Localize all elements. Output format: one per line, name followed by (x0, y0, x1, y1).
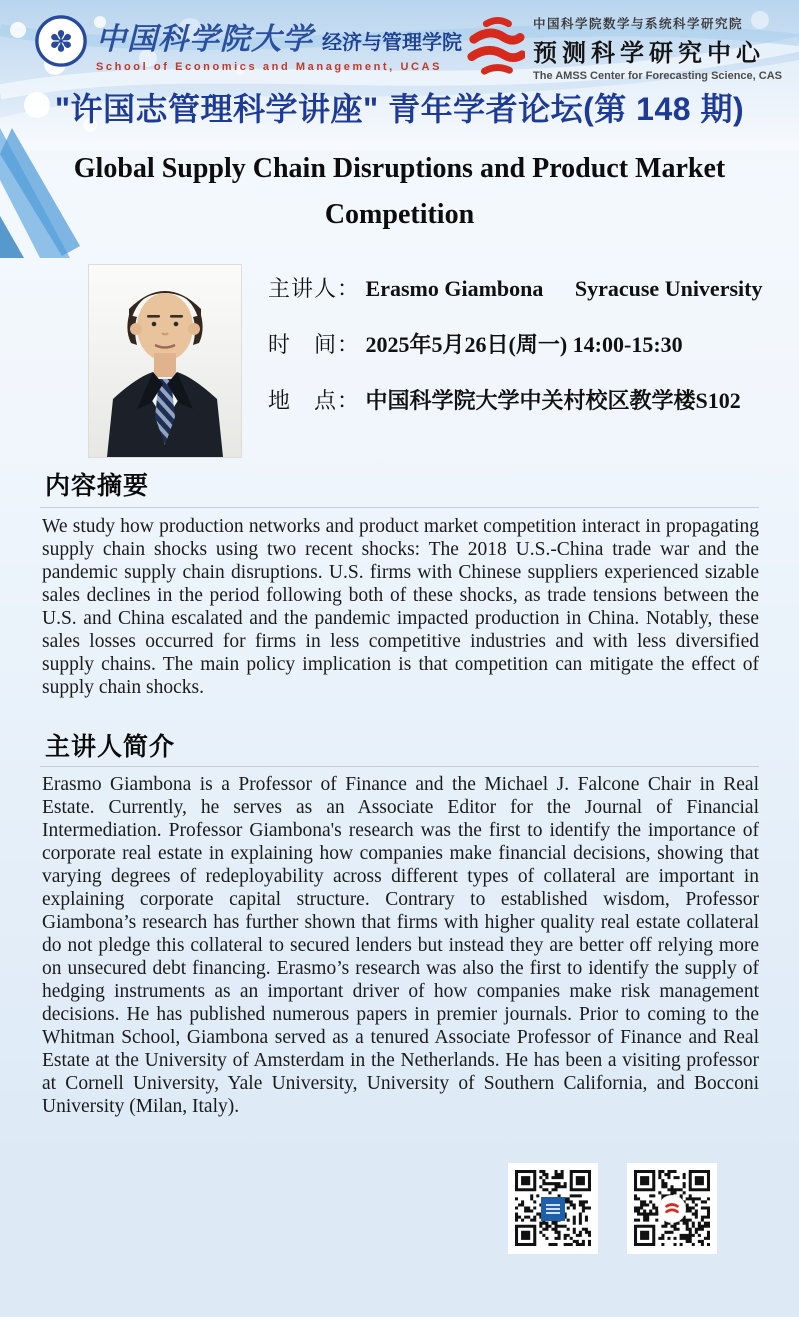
speaker-section (88, 264, 762, 458)
abstract-heading: 内容摘要 (45, 472, 150, 500)
ucas-emblem-icon (34, 14, 88, 68)
talk-title: Global Supply Chain Disruptions and Product Market Competition (73, 153, 726, 230)
series-title: "许国志管理科学讲座" 青年学者论坛(第 148 期) (54, 91, 745, 127)
talk-details (268, 264, 762, 458)
svg-text:✽: ✽ (48, 26, 74, 59)
abstract-divider (40, 507, 759, 508)
time-row (268, 328, 762, 384)
ucas-sem-logo (34, 14, 462, 73)
location-label: 地 点： (268, 388, 361, 413)
location-row (268, 384, 762, 440)
location-value: 中国科学院大学中关村校区教学楼S102 (365, 388, 741, 413)
center-name-en: The AMSS Center for Forecasting Science, CAS (533, 70, 782, 82)
ucas-sem-qr-center-logo-icon (541, 1197, 565, 1221)
ucas-sem-wechat-qr-code (508, 1163, 598, 1254)
center-name: 预测科学研究中心 (533, 41, 766, 67)
speaker-photo (88, 264, 242, 458)
bio-heading: 主讲人简介 (45, 733, 176, 761)
speaker-row (268, 272, 762, 328)
institute-name: 中国科学院数学与系统科学研究院 (533, 17, 744, 31)
forecasting-center-wechat-qr-code (627, 1163, 717, 1254)
amss-center-logo (465, 14, 782, 82)
header-logos-row (34, 14, 782, 82)
time-value: 2025年5月26日(周一) 14:00-15:30 (365, 332, 683, 357)
bio-body: Erasmo Giambona is a Professor of Finance and the Michael J. Falcone Chair in Real Estate. Currently, he serves as an Associate Editor for the Journal of Financial Intermediation. Professor Giambona's research was the first to identify the importance of corporate real estate in explaining how companies make financial decisions, showing that varying degrees of redeployability across different types of collateral are important in explaining corporate capital structure. Contrary to established wisdom, Professor Giambona’s research has further shown that firms with higher quality real estate collateral do not pledge this collateral to secured lenders but instead they are better off relying more on unsecured debt financing. Erasmo’s research was also the first to identify the supply of hedging instruments as an important driver of how companies make risk management decisions. He has published numerous papers in premier journals. Prior to coming to the Whitman School, Giambona served as a tenured Associate Professor of Finance and Real Estate at the University of Amsterdam in the Netherlands. He has been a visiting professor at Cornell University, Yale University, University of Southern California, and Bocconi University (Milan, Italy). (42, 774, 759, 1117)
forecasting-center-qr-center-logo-icon (658, 1195, 686, 1223)
speaker-label: 主讲人： (268, 276, 361, 301)
speaker-name: Erasmo Giambona (365, 276, 544, 301)
bio-divider (40, 766, 759, 767)
amss-logo-icon (465, 14, 525, 80)
abstract-body: We study how production networks and product market competition interact in propagating supply chain shocks using two recent shocks: The 2018 U.S.-China trade war and the pandemic supply chain disruptions. U.S. firms with Chinese suppliers experienced sizable sales declines in the period following both of these shocks, as trade tensions between the U.S. and China escalated and the pandemic impacted production in China. Notably, these sales losses occurred for firms in less competitive industries and with less diversified supply chains. The main policy implication is that competition can mitigate the effect of supply chain shocks. (42, 516, 759, 698)
qr-codes-row (508, 1163, 717, 1254)
speaker-affiliation: Syracuse University (574, 276, 763, 301)
time-label: 时 间： (268, 332, 361, 357)
university-name: 中国科学院大学 (96, 23, 313, 56)
school-name: 经济与管理学院 (322, 32, 462, 54)
header-band (0, 0, 799, 150)
school-name-en: School of Economics and Management, UCAS (96, 61, 443, 73)
